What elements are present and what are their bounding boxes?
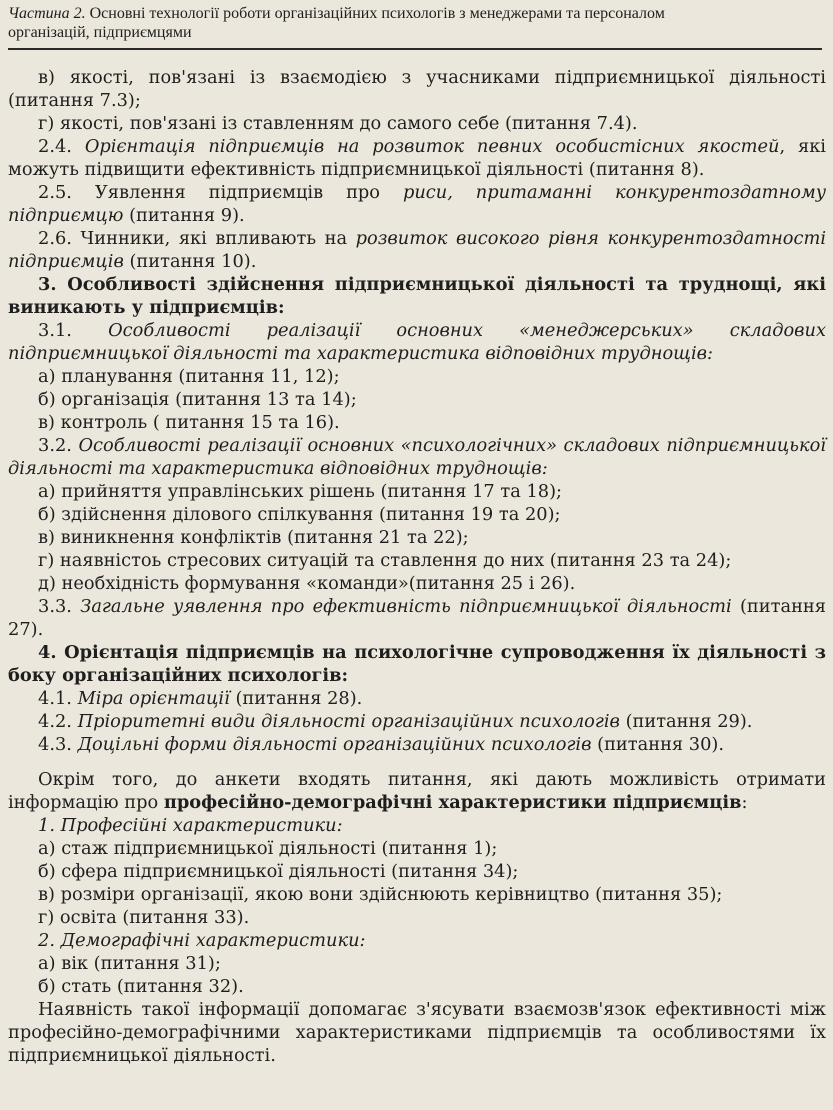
list-item: д) необхідність формування «команди»(питання 25 і 26). xyxy=(38,573,576,594)
paragraph-gap xyxy=(8,756,826,768)
body-text xyxy=(8,66,826,1067)
section-4-2: 4.2. Пріоритетні види діяльності організаційних психологів (питання 29). xyxy=(38,711,753,732)
section-4-1: 4.1. Міра орієнтації (питання 28). xyxy=(38,688,363,709)
section-3-2: 3.2. Особливості реалізації основних «психологічних» складових підприємницької діяльності та характеристика відповідних труднощів: xyxy=(8,435,826,479)
list-item: б) стать (питання 32). xyxy=(38,976,244,997)
section-3-1: 3.1. Особливості реалізації основних «менеджерських» складових підприємницької діяльності та характеристика відповідних труднощів: xyxy=(8,320,826,364)
paragraph-demographics-intro: Окрім того, до анкети входять питання, які дають можливість отримати інформацію про професійно-демографічні характеристики підприємців: xyxy=(8,769,826,813)
section-2-4: 2.4. Орієнтація підприємців на розвиток певних особистісних якостей, які можуть підвищити ефективність підприємницької діяльності (питання 8). xyxy=(8,136,826,180)
list-item: а) вік (питання 31); xyxy=(38,953,221,974)
section-2-5: 2.5. Уявлення підприємців про риси, притаманні конкурентоздатному підприємцю (питання 9). xyxy=(8,182,827,226)
section-2-6: 2.6. Чинники, які впливають на розвиток високого рівня конкурентоздатності підприємців (питання 10). xyxy=(8,228,827,272)
demographic-heading: 2. Демографічні характеристики: xyxy=(38,930,366,951)
list-item: в) контроль ( питання 15 та 16). xyxy=(38,412,340,433)
list-item: в) розміри організації, якою вони здійснюють керівництво (питання 35); xyxy=(38,884,723,905)
chapter-label: Частина 2. xyxy=(8,5,86,22)
list-item: б) сфера підприємницької діяльності (питання 34); xyxy=(38,861,519,882)
list-item: б) здійснення ділового спілкування (питання 19 та 20); xyxy=(38,504,561,525)
item-g-qualities-self: г) якості, пов'язані із ставленням до самого себе (питання 7.4). xyxy=(38,113,638,134)
chapter-title: Основні технології роботи організаційних психологів з менеджерами та персоналом xyxy=(89,5,665,22)
list-item: б) організація (питання 13 та 14); xyxy=(38,389,357,410)
list-item: в) виникнення конфліктів (питання 21 та 22); xyxy=(38,527,469,548)
chapter-title-cont: організацій, підприємцями xyxy=(8,24,192,41)
section-3-3: 3.3. Загальне уявлення про ефективність підприємницької діяльності (питання 27). xyxy=(8,596,826,640)
item-v-qualities-interaction: в) якості, пов'язані із взаємодією з учасниками підприємницької діяльності (питання 7.3); xyxy=(8,67,826,111)
section-3-heading: 3. Особливості здійснення підприємницької діяльності та труднощі, які виникають у підприємців: xyxy=(8,274,826,318)
running-header xyxy=(8,4,820,42)
list-item: а) прийняття управлінських рішень (питання 17 та 18); xyxy=(38,481,563,502)
section-4-3: 4.3. Доцільні форми діяльності організаційних психологів (питання 30). xyxy=(38,734,725,755)
header-rule xyxy=(8,48,822,50)
paragraph-conclusion: Наявність такої інформації допомагає з'ясувати взаємозв'язок ефективності між професійно-демографічними характеристиками підприємців та особливостями їх підприємницької діяльності. xyxy=(8,999,826,1066)
section-4-heading: 4. Орієнтація підприємців на психологічне супроводження їх діяльності з боку організаційних психологів: xyxy=(8,642,826,686)
list-item: а) стаж підприємницької діяльності (питання 1); xyxy=(38,838,498,859)
list-item: г) освіта (питання 33). xyxy=(38,907,250,928)
professional-heading: 1. Професійні характеристики: xyxy=(38,815,343,836)
list-item: г) наявністоь стресових ситуацій та ставлення до них (питання 23 та 24); xyxy=(38,550,732,571)
list-item: а) планування (питання 11, 12); xyxy=(38,366,340,387)
